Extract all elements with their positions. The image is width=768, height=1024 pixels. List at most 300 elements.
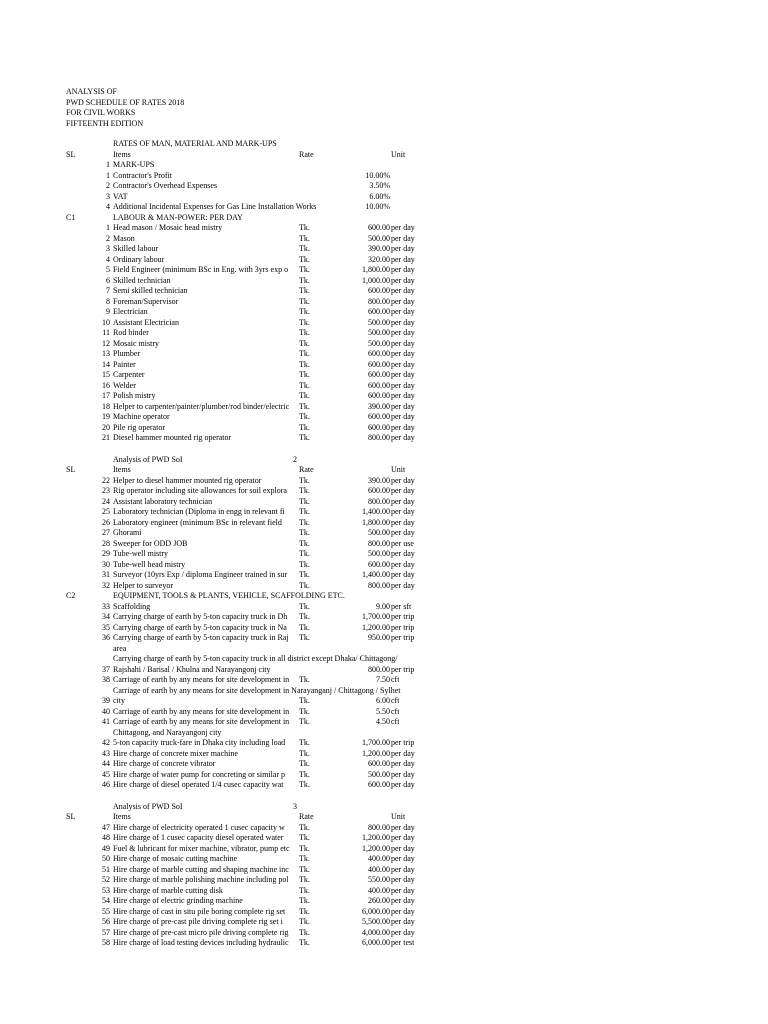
row-number: 48 (102, 833, 110, 842)
page-title: Analysis of PWD SoI (113, 454, 183, 464)
row-item: Hire charge of load testing devices including hydraulic (113, 938, 289, 947)
row-rate: 500.00 (368, 338, 390, 348)
row-unit: per day (391, 748, 415, 758)
row-rate: 4,000.00 (362, 927, 390, 937)
row-item: Painter (113, 359, 136, 369)
row-rate: 800.00 (368, 496, 390, 506)
row-number: 43 (102, 748, 110, 758)
row-item: Carriage of earth by any means for site development in (113, 675, 290, 684)
row-rate: 600.00 (368, 223, 390, 232)
row-item: Pile rig operator (113, 422, 165, 432)
row-item: Hire charge of marble cutting and shaping machine inc (113, 864, 289, 874)
row-unit: per use (391, 538, 414, 548)
row-currency: Tk. (299, 875, 310, 884)
row-item: Carpenter (113, 370, 145, 379)
row-item: Laboratory engineer (minimum BSc in relevant field (113, 517, 282, 527)
row-unit: per day (391, 244, 415, 253)
row-currency: Tk. (299, 380, 310, 390)
row-currency: Tk. (299, 938, 310, 947)
row-rate: 800.00 (368, 822, 390, 832)
row-item: Hire charge of concrete mixer machine (113, 748, 238, 758)
row-unit: per day (391, 254, 415, 264)
row-unit: per day (391, 401, 415, 411)
row-rate: 600.00 (368, 759, 390, 768)
row-currency: Tk. (299, 843, 310, 853)
row-rate: 10.00% (365, 202, 390, 211)
row-currency: Tk. (299, 864, 310, 874)
row-unit: per day (391, 927, 415, 937)
row-unit: per day (391, 517, 415, 527)
row-unit: per day (391, 475, 415, 485)
row-unit: per day (391, 885, 415, 895)
row-number: 27 (102, 528, 110, 537)
row-unit: per day (391, 833, 415, 842)
row-item: VAT (113, 191, 128, 201)
row-rate: 1,800.00 (362, 265, 390, 274)
row-currency: Tk. (299, 296, 310, 306)
row-item: Hire charge of cast in situ pile boring complete rig set (113, 906, 286, 916)
row-unit: per day (391, 412, 415, 421)
row-item: Assistant laboratory technician (113, 496, 213, 506)
row-unit: per trip (391, 612, 415, 621)
row-number: 34 (102, 612, 110, 621)
row-unit: per day (391, 349, 415, 358)
row-currency: Tk. (299, 675, 310, 684)
row-unit: cft (391, 717, 400, 726)
row-number: 55 (102, 906, 110, 916)
row-item: Mason (113, 233, 135, 243)
row-item: Rod binder (113, 328, 149, 337)
row-item: Semi skilled technician (113, 286, 188, 295)
row-currency: Tk. (299, 422, 310, 432)
row-unit: per day (391, 580, 415, 590)
section-title: EQUIPMENT, TOOLS & PLANTS, VEHICLE, SCAFFOLDING ETC. (113, 591, 345, 600)
row-item: Hire charge of marble polishing machine including pol (113, 875, 289, 884)
row-number: 9 (106, 307, 110, 316)
row-item: Hire charge of electricity operated 1 cusec capacity w (113, 822, 285, 832)
row-rate: 600.00 (368, 486, 390, 495)
row-unit: per trip (391, 738, 415, 747)
row-item: Hire charge of diesel operated 1/4 cusec capacity wat (113, 780, 284, 789)
row-item: Skilled technician (113, 275, 171, 285)
section-title: RATES OF MAN, MATERIAL AND MARK-UPS (113, 139, 277, 148)
row-number: 23 (102, 486, 110, 495)
row-rate: 6.00 (376, 696, 390, 705)
row-rate: 600.00 (368, 349, 390, 358)
row-number: 18 (102, 401, 110, 411)
row-rate: 600.00 (368, 359, 390, 369)
row-number: 58 (102, 938, 110, 947)
row-rate: 600.00 (368, 370, 390, 379)
row-rate: 10.00% (365, 170, 390, 180)
row-rate: 600.00 (368, 391, 390, 400)
row-number: 22 (102, 475, 110, 485)
row-number: 29 (102, 549, 110, 558)
row-item: Welder (113, 380, 136, 390)
row-unit: per day (391, 359, 415, 369)
row-number: 24 (102, 496, 110, 506)
row-rate: 320.00 (368, 254, 390, 264)
row-number: 12 (102, 338, 110, 348)
row-item: MARK-UPS (113, 160, 155, 169)
row-item: Polish mistry (113, 391, 156, 400)
row-currency: Tk. (299, 475, 310, 485)
row-rate: 390.00 (368, 244, 390, 253)
row-rate: 500.00 (368, 328, 390, 337)
row-rate: 6,000.00 (362, 906, 390, 916)
row-number: 14 (102, 359, 110, 369)
row-number: 25 (102, 507, 110, 516)
row-item: Contractor's Overhead Expenses (113, 181, 218, 190)
col-rate-header: Rate (299, 149, 314, 159)
row-number: 41 (102, 717, 110, 726)
section-code: C2 (66, 591, 76, 600)
row-currency: Tk. (299, 433, 310, 442)
row-number: 30 (102, 559, 110, 569)
row-currency: Tk. (299, 927, 310, 937)
row-rate: 550.00 (368, 875, 390, 884)
row-currency: Tk. (299, 706, 310, 716)
row-number: 47 (102, 822, 110, 832)
col-rate-header: Rate (299, 465, 314, 474)
row-number: 2 (106, 181, 110, 190)
row-currency: Tk. (299, 759, 310, 768)
row-rate: 800.00 (368, 296, 390, 306)
row-item: Sweeper for ODD JOB (113, 538, 188, 548)
row-unit: per trip (391, 633, 415, 642)
row-number: 7 (106, 286, 110, 295)
row-currency: Tk. (299, 780, 310, 789)
row-rate: 260.00 (368, 896, 390, 905)
row-rate: 9.00 (376, 601, 390, 611)
row-currency: Tk. (299, 528, 310, 537)
row-item: Diesel hammer mounted rig operator (113, 433, 232, 442)
row-number: 19 (102, 412, 110, 421)
item-continuation: Carrying charge of earth by 5-ton capacity truck in all district except Dhaka/ Chittagong/ (113, 654, 398, 663)
row-number: 15 (102, 370, 110, 379)
row-rate: 1,700.00 (362, 738, 390, 747)
item-continuation: Chittagong, and Narayangonj city (113, 727, 222, 737)
item-continuation: Carriage of earth by any means for site development in Narayanganj / Chittagong / Sylhet (113, 685, 401, 695)
row-item: Plumber (113, 349, 141, 358)
row-currency: Tk. (299, 822, 310, 832)
col-items-header: Items (113, 465, 131, 474)
page-number: 3 (293, 801, 297, 811)
row-rate: 1,200.00 (362, 748, 390, 758)
row-number: 36 (102, 633, 110, 642)
doc-title-line: FOR CIVIL WORKS (66, 108, 136, 117)
row-currency: Tk. (299, 401, 310, 411)
row-unit: per day (391, 223, 415, 232)
row-unit: per day (391, 769, 415, 779)
row-item: Carriage of earth by any means for site development in (113, 706, 290, 716)
row-unit: cft (391, 706, 400, 716)
row-number: 26 (102, 517, 110, 527)
row-rate: 800.00 (368, 580, 390, 590)
row-currency: Tk. (299, 338, 310, 348)
row-rate: 1,000.00 (362, 275, 390, 285)
row-unit: per day (391, 275, 415, 285)
row-number: 21 (102, 433, 110, 442)
row-rate: 600.00 (368, 422, 390, 432)
row-number: 44 (102, 759, 110, 768)
col-sl-header: SL (66, 812, 76, 821)
row-rate: 390.00 (368, 475, 390, 485)
row-item: Scaffolding (113, 601, 151, 611)
row-rate: 500.00 (368, 528, 390, 537)
row-item: Carrying charge of earth by 5-ton capacity truck in Dh (113, 612, 288, 621)
row-item: Additional Incidental Expenses for Gas Line Installation Works (113, 202, 317, 211)
row-number: 5 (106, 265, 110, 274)
row-unit: per day (391, 296, 415, 306)
row-number: 46 (102, 780, 110, 789)
row-number: 4 (106, 254, 110, 264)
row-currency: Tk. (299, 917, 310, 926)
row-rate: 1,200.00 (362, 833, 390, 842)
row-unit: per day (391, 496, 415, 506)
row-unit: per day (391, 864, 415, 874)
row-rate: 600.00 (368, 412, 390, 421)
row-currency: Tk. (299, 244, 310, 253)
row-number: 8 (106, 296, 110, 306)
row-rate: 6,000.00 (362, 938, 390, 947)
row-item: Ghorami (113, 528, 142, 537)
row-currency: Tk. (299, 748, 310, 758)
row-rate: 1,200.00 (362, 843, 390, 853)
row-currency: Tk. (299, 328, 310, 337)
row-item: Tube-well head mistry (113, 559, 186, 569)
row-number: 3 (106, 191, 110, 201)
row-unit: per day (391, 380, 415, 390)
row-currency: Tk. (299, 559, 310, 569)
row-currency: Tk. (299, 717, 310, 726)
row-currency: Tk. (299, 486, 310, 495)
row-unit: per day (391, 875, 415, 884)
row-rate: 390.00 (368, 401, 390, 411)
row-item: Hire charge of mosaic cutting machine (113, 854, 238, 863)
doc-title-line: ANALYSIS OF (66, 87, 117, 96)
row-item: Contractor's Profit (113, 170, 172, 180)
row-unit: per day (391, 780, 415, 789)
row-unit: per day (391, 549, 415, 558)
row-currency: Tk. (299, 906, 310, 916)
row-unit: per day (391, 422, 415, 432)
row-currency: Tk. (299, 286, 310, 295)
row-currency: Tk. (299, 349, 310, 358)
row-number: 51 (102, 864, 110, 874)
row-unit: cft (391, 696, 400, 705)
row-currency: Tk. (299, 622, 310, 632)
row-unit: per trip (391, 664, 415, 674)
row-item: city (113, 696, 125, 705)
row-item: Field Engineer (minimum BSc in Eng. with 3yrs exp o (113, 265, 289, 274)
row-currency: Tk. (299, 896, 310, 905)
row-number: 20 (102, 422, 110, 432)
row-unit: per day (391, 233, 415, 243)
row-number: 17 (102, 391, 110, 400)
row-number: 40 (102, 706, 110, 716)
row-currency: Tk. (299, 233, 310, 243)
row-number: 39 (102, 696, 110, 705)
row-item: Hire charge of 1 cusec capacity diesel operated water (113, 833, 284, 842)
row-unit: per day (391, 507, 415, 516)
row-rate: 5,500.00 (362, 917, 390, 926)
row-item: Surveyor (10yrs Exp / diploma Engineer trained in sur (113, 570, 288, 579)
row-currency: Tk. (299, 612, 310, 621)
row-currency: Tk. (299, 265, 310, 274)
row-unit: per sft (391, 601, 412, 611)
col-unit-header: Unit (391, 149, 406, 159)
row-currency: Tk. (299, 570, 310, 579)
row-item: Foreman/Supervisor (113, 296, 179, 306)
row-number: 6 (106, 275, 110, 285)
row-item: Helper to carpenter/painter/plumber/rod binder/electric (113, 401, 290, 411)
page-title: Analysis of PWD SoI (113, 801, 183, 811)
row-number: 54 (102, 896, 110, 905)
row-unit: per day (391, 338, 415, 348)
row-rate: 400.00 (368, 885, 390, 895)
row-rate: 600.00 (368, 780, 390, 789)
col-sl-header: SL (66, 465, 76, 474)
row-item: Carrying charge of earth by 5-ton capacity truck in Na (113, 622, 287, 632)
row-unit: per day (391, 906, 415, 916)
row-currency: Tk. (299, 370, 310, 379)
row-currency: Tk. (299, 696, 310, 705)
row-item: Rig operator including site allowances for soil explora (113, 486, 287, 495)
row-rate: 500.00 (368, 233, 390, 243)
row-item: Hire charge of water pump for concreting or similar p (113, 769, 286, 779)
row-currency: Tk. (299, 359, 310, 369)
row-currency: Tk. (299, 317, 310, 327)
row-rate: 4.50 (376, 717, 390, 726)
row-item: Hire charge of pre-cast pile driving complete rig set i (113, 917, 283, 926)
row-rate: 500.00 (368, 317, 390, 327)
doc-title-line: FIFTEENTH EDITION (66, 118, 144, 128)
row-rate: 500.00 (368, 549, 390, 558)
row-number: 4 (106, 202, 110, 211)
row-number: 57 (102, 927, 110, 937)
row-rate: 950.00 (368, 633, 390, 642)
row-number: 50 (102, 854, 110, 863)
row-unit: per day (391, 822, 415, 832)
row-currency: Tk. (299, 538, 310, 548)
row-unit: per test (391, 938, 415, 947)
row-currency: Tk. (299, 307, 310, 316)
row-item: Hire charge of pre-cast micro pile driving complete rig (113, 927, 289, 937)
row-number: 1 (106, 170, 110, 180)
row-currency: Tk. (299, 738, 310, 747)
row-item: 5-ton capacity truck-fare in Dhaka city including load (113, 738, 286, 747)
row-rate: 1,400.00 (362, 507, 390, 516)
row-item: Mosaic mistry (113, 338, 159, 348)
col-unit-header: Unit (391, 465, 406, 474)
row-rate: 800.00 (368, 433, 390, 442)
row-currency: Tk. (299, 633, 310, 642)
row-currency: Tk. (299, 275, 310, 285)
row-currency: Tk. (299, 580, 310, 590)
row-rate: 400.00 (368, 864, 390, 874)
col-rate-header: Rate (299, 812, 314, 821)
row-unit: per day (391, 433, 415, 442)
row-number: 35 (102, 622, 110, 632)
row-number: 38 (102, 675, 110, 684)
row-number: 16 (102, 380, 110, 390)
row-currency: Tk. (299, 833, 310, 842)
row-item: Electrician (113, 307, 148, 316)
row-unit: per day (391, 528, 415, 537)
row-currency: Tk. (299, 549, 310, 558)
row-item: Ordinary labour (113, 254, 165, 264)
section-code: C1 (66, 212, 76, 222)
row-currency: Tk. (299, 254, 310, 264)
row-unit: per day (391, 486, 415, 495)
row-item: Hire charge of electric grinding machine (113, 896, 243, 905)
row-number: 10 (102, 317, 110, 327)
row-rate: 600.00 (368, 307, 390, 316)
row-unit: per day (391, 896, 415, 905)
row-item: Carriage of earth by any means for site development in (113, 717, 290, 726)
row-rate: 5.50 (376, 706, 390, 716)
row-item: Carrying charge of earth by 5-ton capacity truck in Raj (113, 633, 289, 642)
row-rate: 600.00 (368, 286, 390, 295)
row-number: 1 (106, 160, 110, 169)
row-number: 31 (102, 570, 110, 579)
row-unit: per day (391, 854, 415, 863)
row-currency: Tk. (299, 769, 310, 779)
row-number: 32 (102, 580, 110, 590)
row-item: Helper to diesel hammer mounted rig operator (113, 475, 262, 485)
row-currency: Tk. (299, 885, 310, 895)
row-unit: per trip (391, 622, 415, 632)
row-item: Assistant Electrician (113, 317, 179, 327)
row-rate: 1,400.00 (362, 570, 390, 579)
row-item: Laboratory technician (Diploma in engg in relevant fi (113, 507, 285, 516)
row-rate: 800.00 (368, 664, 390, 674)
row-item: Tube-well mistry (113, 549, 169, 558)
row-unit: per day (391, 570, 415, 579)
row-number: 2 (106, 233, 110, 243)
row-number: 52 (102, 875, 110, 884)
row-rate: 600.00 (368, 380, 390, 390)
row-item: Machine operator (113, 412, 170, 421)
row-currency: Tk. (299, 496, 310, 506)
row-rate: 500.00 (368, 769, 390, 779)
row-rate: 1,800.00 (362, 517, 390, 527)
row-unit: per day (391, 559, 415, 569)
row-currency: Tk. (299, 601, 310, 611)
row-item: Fuel & lubricant for mixer machine, vibrator, pump etc (113, 843, 290, 853)
row-currency: Tk. (299, 854, 310, 863)
row-currency: Tk. (299, 391, 310, 400)
row-number: 45 (102, 769, 110, 779)
row-rate: 7.50 (376, 675, 390, 684)
row-item: Helper to surveyor (113, 580, 173, 590)
row-rate: 1,700.00 (362, 612, 390, 621)
row-number: 1 (106, 223, 110, 232)
row-number: 13 (102, 349, 110, 358)
row-rate: 400.00 (368, 854, 390, 863)
row-unit: per day (391, 370, 415, 379)
col-items-header: Items (113, 812, 131, 821)
row-number: 33 (102, 601, 110, 611)
row-currency: Tk. (299, 412, 310, 421)
row-unit: per day (391, 307, 415, 316)
item-continuation: area (113, 643, 127, 653)
row-rate: 3.50% (369, 181, 390, 190)
row-item: Hire charge of concrete vibrator (113, 759, 216, 768)
row-currency: Tk. (299, 507, 310, 516)
row-rate: 800.00 (368, 538, 390, 548)
